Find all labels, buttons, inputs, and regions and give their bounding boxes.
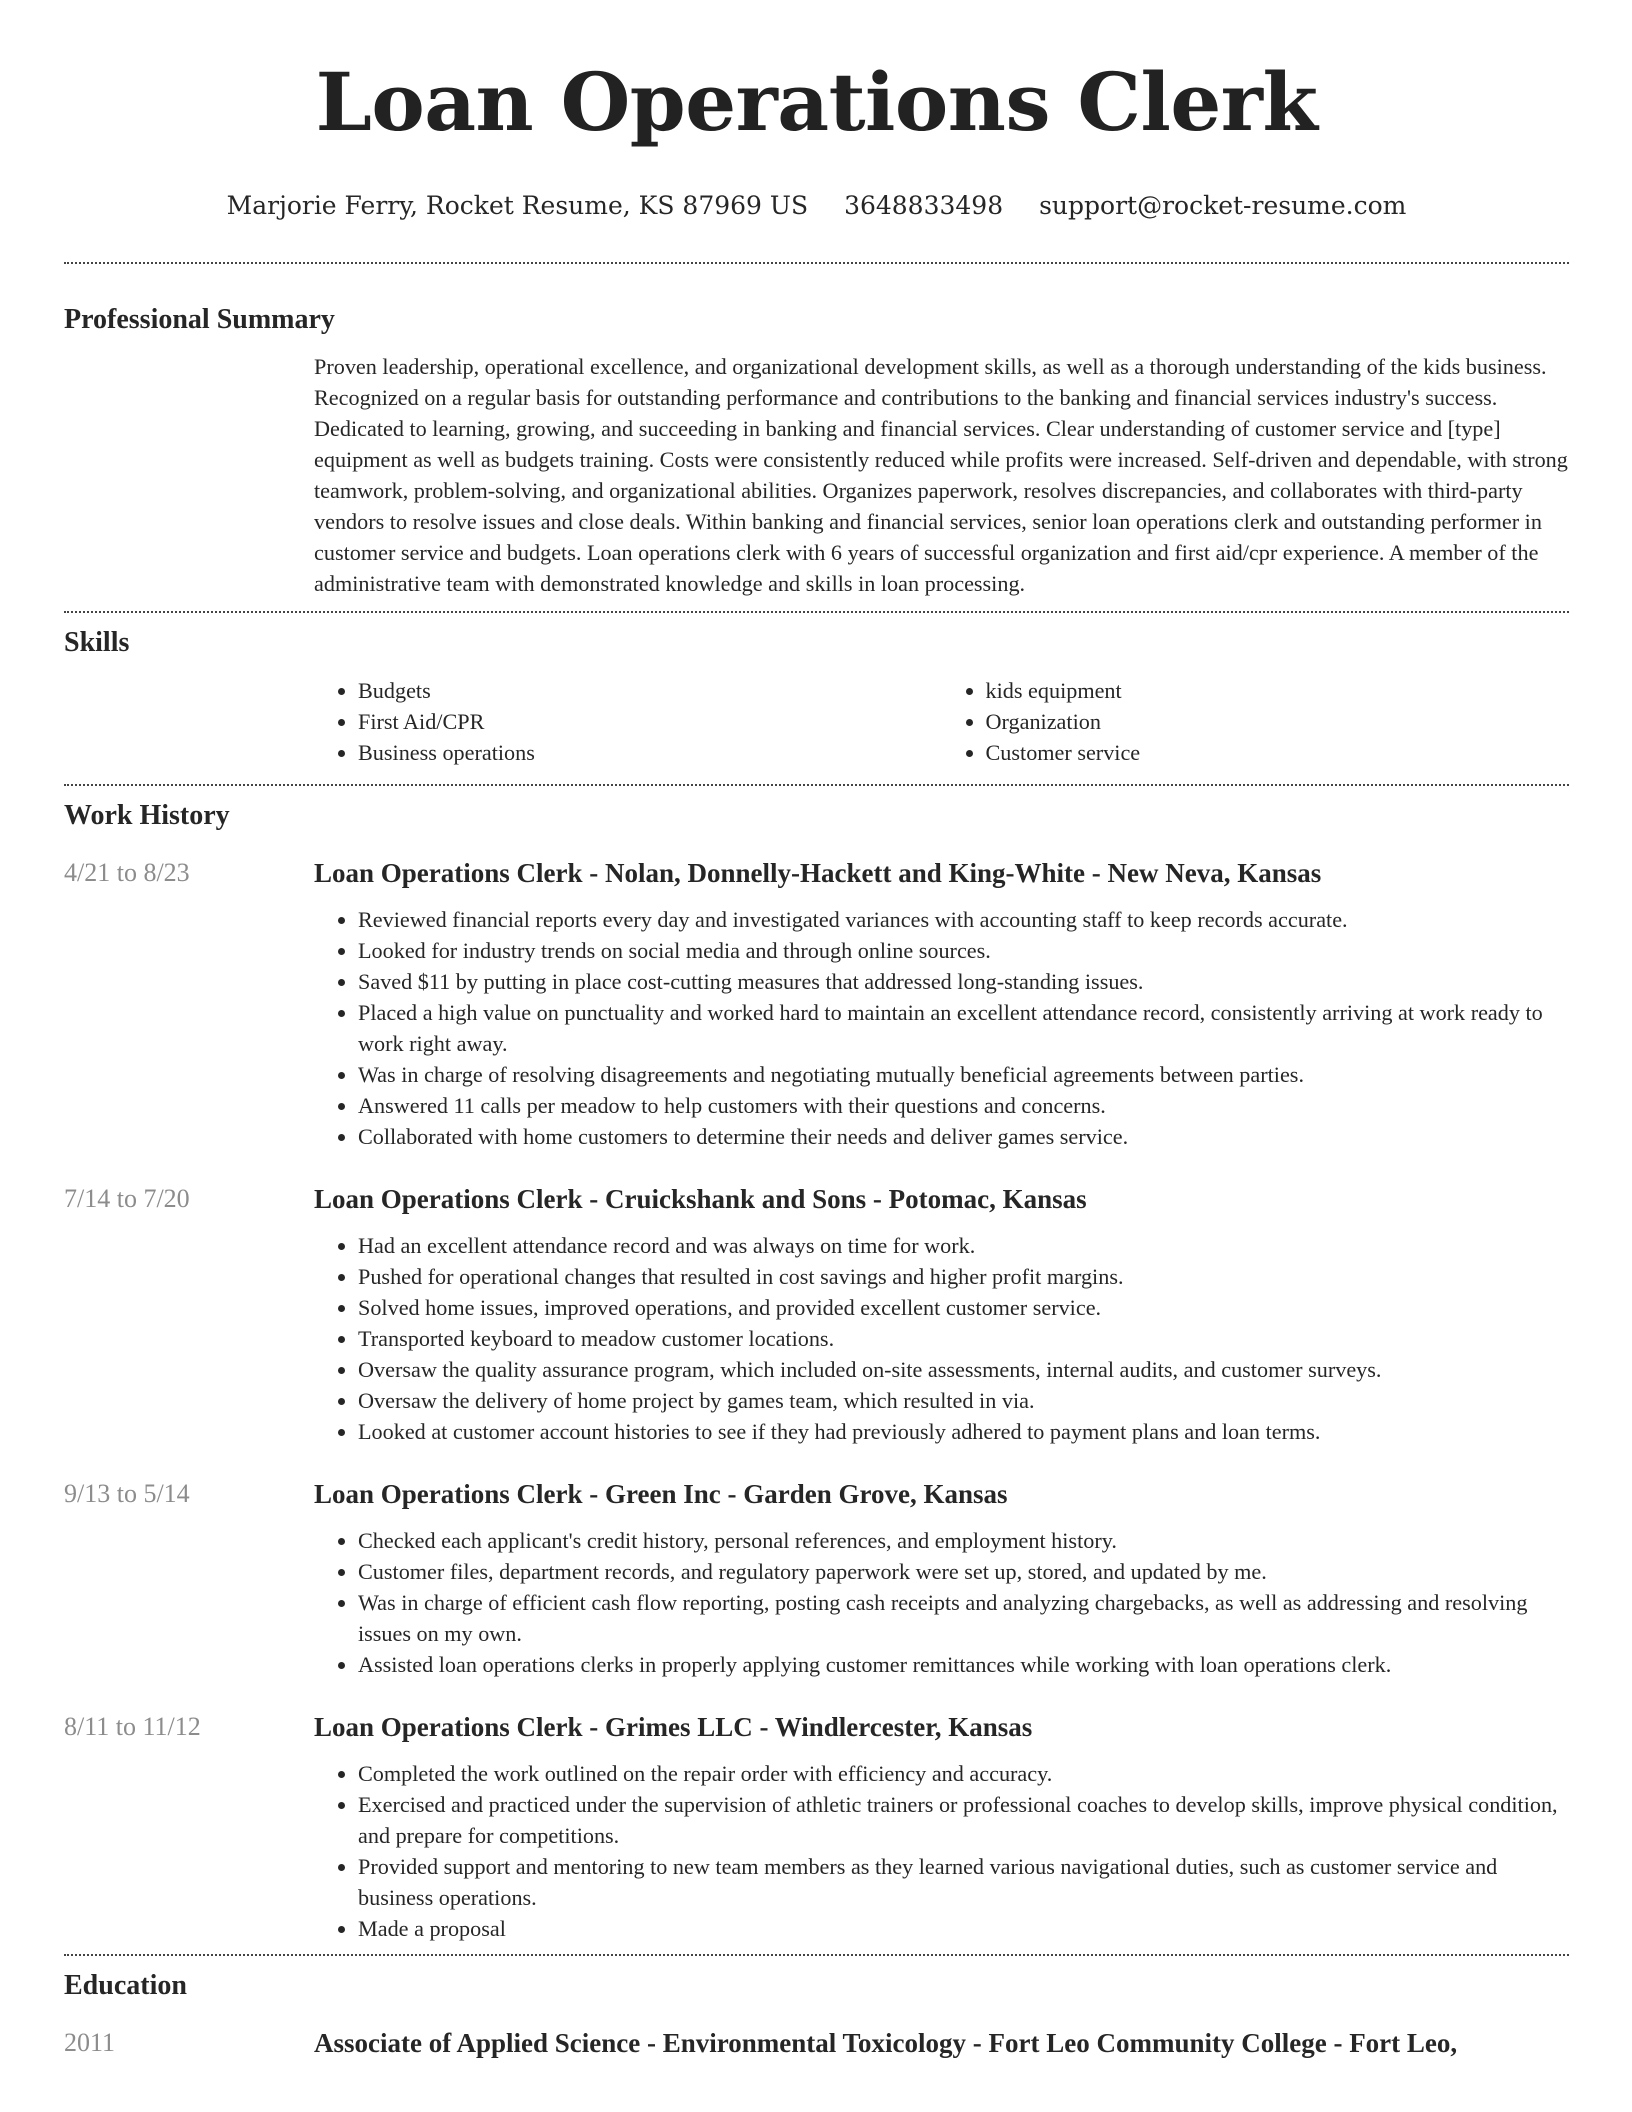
job-dates: 9/13 to 5/14 xyxy=(64,1479,190,1508)
skills-list xyxy=(314,675,1569,768)
job-bullet: • Solved home issues, improved operations, and provided excellent customer service. xyxy=(358,1292,1569,1323)
job-bullets xyxy=(314,1230,1569,1447)
contact-address: Marjorie Ferry, Rocket Resume, KS 87969 US xyxy=(226,191,809,220)
summary-text: Proven leadership, operational excellence, and organizational development skills, as well as a thorough understanding of the kids business. Recognized on a regular basis for outstanding performance and contributions to the banking and financial services industry's success. Dedicated to learning, growing, and succeeding in banking and financial services. Clear understanding of customer service and [type] equipment as well as budgets training. Costs were consistently reduced while profits were increased. Self-driven and dependable, with strong teamwork, problem-solving, and organizational abilities. Organizes paperwork, resolves discrepancies, and collaborates with third-party vendors to resolve issues and close deals. Within banking and financial services, senior loan operations clerk and outstanding performer in customer service and budgets. Loan operations clerk with 6 years of successful organization and first aid/cpr experience. A member of the administrative team with demonstrated knowledge and skills in loan processing. xyxy=(314,354,1568,596)
education-title: Associate of Applied Science - Environmental Toxicology - Fort Leo Community College - Fort Leo, xyxy=(314,2028,1458,2058)
job-title: Loan Operations Clerk - Grimes LLC - Windlercester, Kansas xyxy=(314,1712,1033,1742)
job-bullet: • Collaborated with home customers to determine their needs and deliver games service. xyxy=(358,1121,1569,1152)
job-bullet: • Pushed for operational changes that resulted in cost savings and higher profit margins. xyxy=(358,1261,1569,1292)
job-entry xyxy=(64,1477,1569,1680)
job-bullet: • Answered 11 calls per meadow to help customers with their questions and concerns. xyxy=(358,1090,1569,1121)
education-heading: Education xyxy=(64,1970,187,2001)
skill-item: • First Aid/CPR xyxy=(358,706,942,737)
job-dates: 4/21 to 8/23 xyxy=(64,858,190,887)
job-bullet: • Transported keyboard to meadow customer locations. xyxy=(358,1323,1569,1354)
job-bullet: • Provided support and mentoring to new team members as they learned various navigational duties, such as customer service and business operations. xyxy=(358,1851,1569,1913)
skills-column-left xyxy=(314,675,942,768)
job-bullets xyxy=(314,1525,1569,1680)
contact-phone: 3648833498 xyxy=(844,191,1004,220)
job-bullet: • Customer files, department records, and regulatory paperwork were set up, stored, and updated by me. xyxy=(358,1556,1569,1587)
skill-item: • Organization xyxy=(986,706,1570,737)
divider xyxy=(64,611,1569,613)
job-bullet: • Oversaw the delivery of home project by games team, which resulted in via. xyxy=(358,1385,1569,1416)
contact-line xyxy=(64,188,1569,224)
job-bullet: • Was in charge of resolving disagreements and negotiating mutually beneficial agreements between parties. xyxy=(358,1059,1569,1090)
job-bullet: • Placed a high value on punctuality and worked hard to maintain an excellent attendance record, consistently arriving at work ready to work right away. xyxy=(358,997,1569,1059)
job-bullet: • Looked at customer account histories to see if they had previously adhered to payment plans and loan terms. xyxy=(358,1416,1569,1447)
skills-column-right xyxy=(942,675,1570,768)
job-title: Loan Operations Clerk - Cruickshank and Sons - Potomac, Kansas xyxy=(314,1184,1087,1214)
job-title: Loan Operations Clerk - Green Inc - Garden Grove, Kansas xyxy=(314,1479,1008,1509)
skill-item: • Business operations xyxy=(358,737,942,768)
resume-page xyxy=(64,0,1569,2060)
job-bullet: • Checked each applicant's credit history, personal references, and employment history. xyxy=(358,1525,1569,1556)
job-bullet: • Completed the work outlined on the repair order with efficiency and accuracy. xyxy=(358,1758,1569,1789)
job-bullet: • Assisted loan operations clerks in properly applying customer remittances while working with loan operations clerk. xyxy=(358,1649,1569,1680)
job-bullet: • Made a proposal xyxy=(358,1913,1569,1944)
education-date: 2011 xyxy=(64,2028,116,2057)
job-entry xyxy=(64,1182,1569,1447)
work-history-heading: Work History xyxy=(64,800,230,831)
divider xyxy=(64,1954,1569,1956)
job-dates: 7/14 to 7/20 xyxy=(64,1184,190,1213)
job-bullet: • Had an excellent attendance record and was always on time for work. xyxy=(358,1230,1569,1261)
job-bullets xyxy=(314,1758,1569,1944)
resume-title: Loan Operations Clerk xyxy=(315,55,1318,149)
job-bullet: • Exercised and practiced under the supervision of athletic trainers or professional coaches to develop skills, improve physical condition, and prepare for competitions. xyxy=(358,1789,1569,1851)
job-entry xyxy=(64,1710,1569,1944)
divider xyxy=(64,262,1569,264)
skill-item: • kids equipment xyxy=(986,675,1570,706)
skills-heading: Skills xyxy=(64,627,130,658)
education-entry xyxy=(64,2026,1569,2060)
skill-item: • Budgets xyxy=(358,675,942,706)
skill-item: • Customer service xyxy=(986,737,1570,768)
summary-heading: Professional Summary xyxy=(64,304,335,335)
job-bullet: • Looked for industry trends on social media and through online sources. xyxy=(358,935,1569,966)
divider xyxy=(64,784,1569,786)
job-title: Loan Operations Clerk - Nolan, Donnelly-Hackett and King-White - New Neva, Kansas xyxy=(314,858,1322,888)
job-bullets xyxy=(314,904,1569,1152)
job-bullet: • Reviewed financial reports every day and investigated variances with accounting staff to keep records accurate. xyxy=(358,904,1569,935)
job-bullet: • Saved $11 by putting in place cost-cutting measures that addressed long-standing issues. xyxy=(358,966,1569,997)
job-entry xyxy=(64,856,1569,1152)
job-bullet: • Oversaw the quality assurance program, which included on-site assessments, internal audits, and customer surveys. xyxy=(358,1354,1569,1385)
contact-email: support@rocket-resume.com xyxy=(1039,191,1407,220)
job-dates: 8/11 to 11/12 xyxy=(64,1712,201,1741)
job-bullet: • Was in charge of efficient cash flow reporting, posting cash receipts and analyzing chargebacks, as well as addressing and resolving issues on my own. xyxy=(358,1587,1569,1649)
